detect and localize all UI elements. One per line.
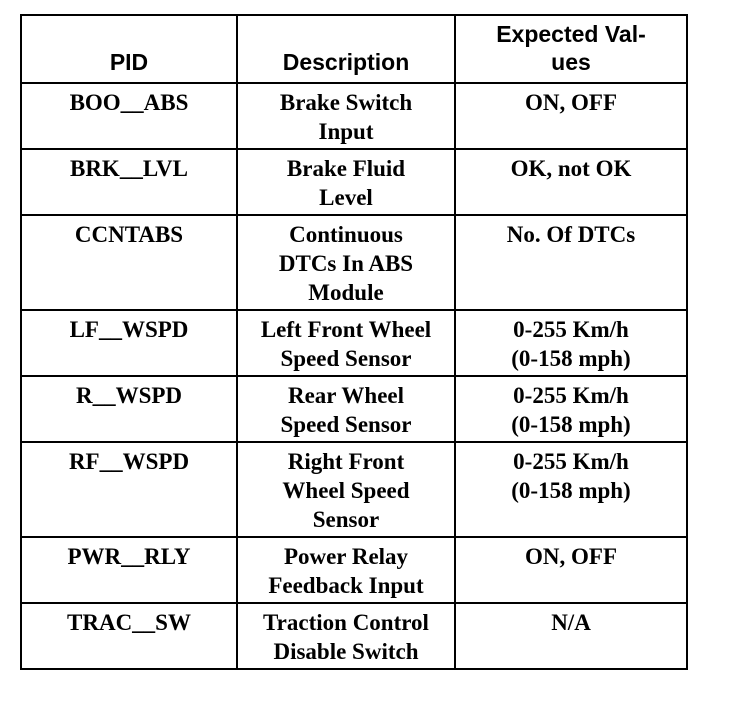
description-line: Disable Switch <box>273 639 419 664</box>
header-description-label: Description <box>282 49 410 75</box>
description-line: Continuous <box>289 222 403 247</box>
table-body <box>21 83 687 669</box>
pid-value: LF__WSPD <box>69 317 189 342</box>
table-row <box>21 215 687 310</box>
header-pid <box>21 15 237 83</box>
expected-value-line: No. Of DTCs <box>506 222 636 247</box>
description-line: Input <box>318 119 374 144</box>
description-cell <box>237 603 455 669</box>
table-row <box>21 83 687 149</box>
table-row <box>21 537 687 603</box>
description-line: Right Front <box>287 449 405 474</box>
table-row <box>21 603 687 669</box>
pid-value: BOO__ABS <box>69 90 189 115</box>
expected-value-line: N/A <box>551 610 591 635</box>
description-cell <box>237 310 455 376</box>
description-line: Brake Switch <box>279 90 413 115</box>
pid-value: RF__WSPD <box>68 449 190 474</box>
header-row <box>21 15 687 83</box>
description-line: Sensor <box>312 507 380 532</box>
pid-cell <box>21 376 237 442</box>
description-line: DTCs In ABS <box>278 251 414 276</box>
pid-value: R__WSPD <box>75 383 183 408</box>
description-line: Module <box>308 280 384 305</box>
expected-values-cell <box>455 442 687 537</box>
pid-cell <box>21 603 237 669</box>
description-cell <box>237 149 455 215</box>
expected-values-cell <box>455 149 687 215</box>
header-expected-values <box>455 15 687 83</box>
description-cell <box>237 442 455 537</box>
pid-cell <box>21 537 237 603</box>
pid-cell <box>21 442 237 537</box>
expected-values-cell <box>455 83 687 149</box>
expected-value-line: 0-255 Km/h <box>513 449 629 474</box>
description-cell <box>237 215 455 310</box>
expected-value-line: (0-158 mph) <box>511 412 631 437</box>
pid-value: CCNTABS <box>74 222 184 247</box>
description-cell <box>237 537 455 603</box>
pid-value: BRK__LVL <box>69 156 189 181</box>
description-line: Left Front Wheel <box>260 317 432 342</box>
expected-value-line: (0-158 mph) <box>511 478 631 503</box>
expected-value-line: ON, OFF <box>525 90 617 115</box>
description-line: Level <box>319 185 373 210</box>
pid-cell <box>21 149 237 215</box>
description-line: Speed Sensor <box>280 346 412 371</box>
table-row <box>21 310 687 376</box>
expected-value-line: 0-255 Km/h <box>513 383 629 408</box>
description-line: Traction Control <box>263 610 429 635</box>
pid-cell <box>21 215 237 310</box>
description-line: Speed Sensor <box>280 412 412 437</box>
pid-value: TRAC__SW <box>67 610 191 635</box>
description-cell <box>237 376 455 442</box>
description-line: Brake Fluid <box>286 156 406 181</box>
table-row <box>21 376 687 442</box>
expected-value-line: 0-255 Km/h <box>513 317 629 342</box>
description-line: Power Relay <box>283 544 409 569</box>
header-expected-line2: ues <box>551 49 591 75</box>
expected-values-cell <box>455 376 687 442</box>
table-header <box>21 15 687 83</box>
header-pid-label: PID <box>109 49 149 75</box>
expected-value-line: (0-158 mph) <box>511 346 631 371</box>
header-expected-line1: Expected Val- <box>496 21 646 47</box>
expected-values-cell <box>455 215 687 310</box>
description-line: Wheel Speed <box>282 478 410 503</box>
expected-values-cell <box>455 603 687 669</box>
description-line: Rear Wheel <box>287 383 405 408</box>
expected-values-cell <box>455 537 687 603</box>
expected-values-cell <box>455 310 687 376</box>
pid-cell <box>21 310 237 376</box>
description-line: Feedback Input <box>268 573 424 598</box>
pid-table <box>20 14 688 670</box>
expected-value-line: ON, OFF <box>525 544 617 569</box>
pid-value: PWR__RLY <box>67 544 191 569</box>
header-description <box>237 15 455 83</box>
table-row <box>21 149 687 215</box>
description-cell <box>237 83 455 149</box>
table-row <box>21 442 687 537</box>
expected-value-line: OK, not OK <box>510 156 632 181</box>
pid-cell <box>21 83 237 149</box>
